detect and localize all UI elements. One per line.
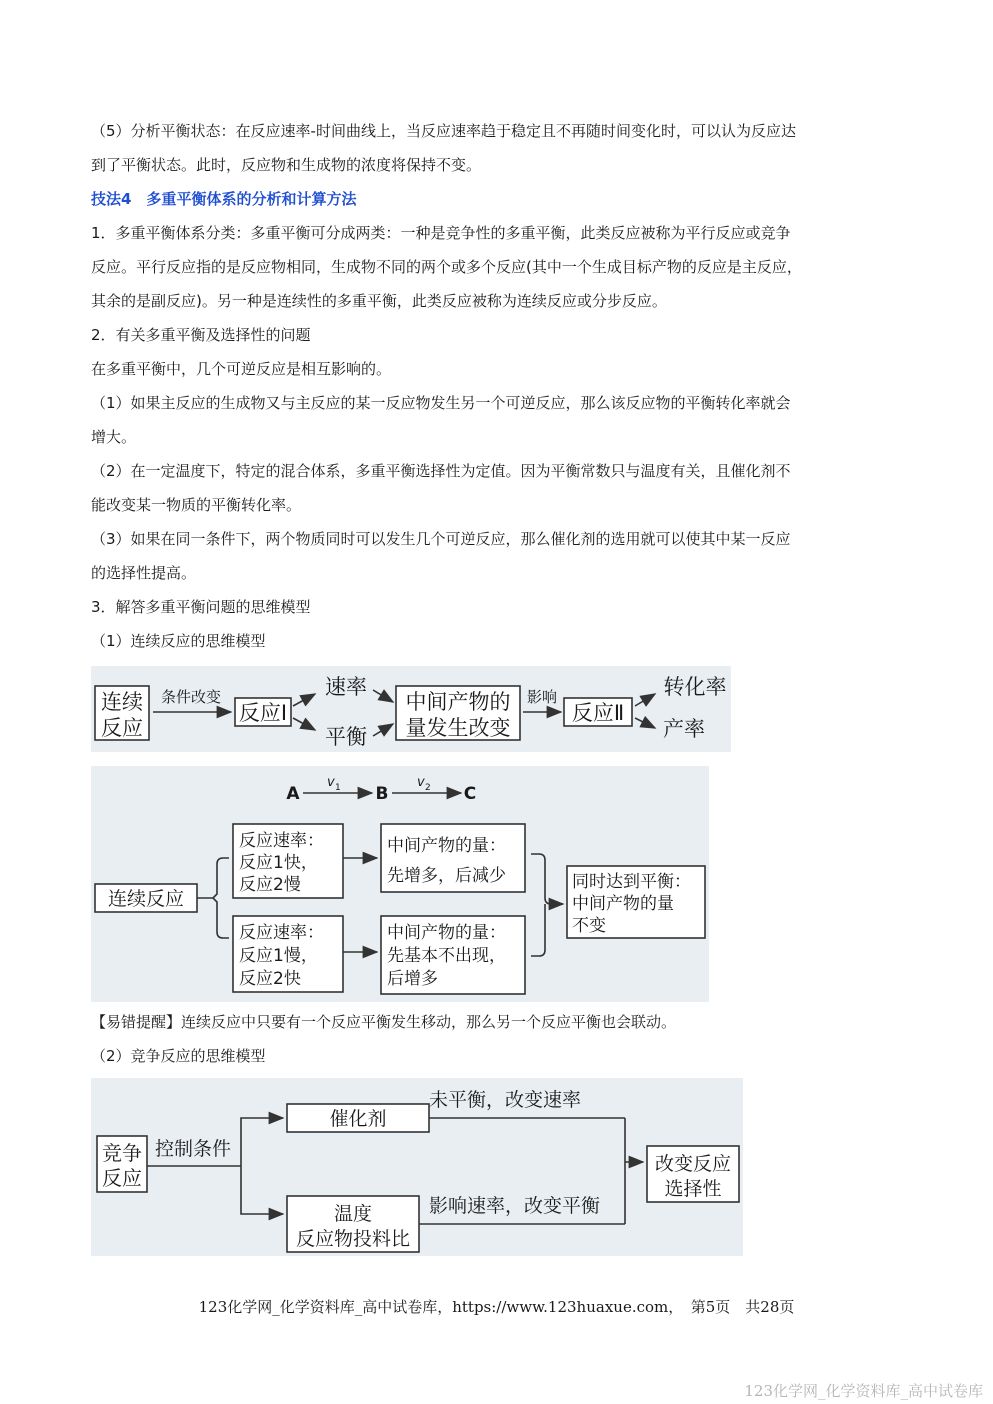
d2-top-rate-3: 反应2慢	[239, 875, 301, 895]
d2-bot-mid-3: 后增多	[387, 969, 438, 989]
d1-reaction1: 反应Ⅰ	[238, 701, 288, 725]
continuous-reaction-flow-diagram	[91, 666, 731, 752]
d1-arrow2-label: 影响	[526, 688, 558, 706]
d1-start-1: 连续	[101, 690, 143, 714]
d3-top-note: 未平衡，改变速率	[429, 1089, 582, 1111]
section-heading: 技法4 多重平衡体系的分析和计算方法	[91, 190, 357, 208]
d2-bot-rate-3: 反应2快	[239, 969, 301, 989]
s2-intro: 在多重平衡中，几个可逆反应是相互影响的。	[91, 360, 392, 378]
d2-top-mid-1: 中间产物的量：	[387, 836, 506, 856]
s2-3-line2: 的选择性提高。	[91, 564, 197, 582]
d3-arrow-temp	[241, 1166, 283, 1214]
d2-result-3: 不变	[572, 916, 606, 936]
d1-reaction2: 反应Ⅱ	[571, 701, 625, 725]
d3-arrow-catalyst	[241, 1118, 283, 1166]
s3-2-title: （2）竞争反应的思维模型	[91, 1047, 266, 1065]
d2-root: 连续反应	[107, 888, 185, 910]
s1-line2: 反应。平行反应指的是反应物相同，生成物不同的两个或多个反应(其中一个生成目标产物的反应是主反应，	[91, 258, 802, 276]
d2-result-2: 中间产物的量	[572, 894, 674, 914]
d1-middle-2: 量发生改变	[405, 716, 511, 740]
d2-v1: v	[327, 775, 335, 790]
d1-arrow-down	[293, 718, 315, 730]
d1-arrow-in-up	[373, 690, 393, 702]
s2-title: 2．有关多重平衡及选择性的问题	[91, 326, 311, 344]
d2-bot-mid-2: 先基本不出现，	[387, 946, 506, 966]
d1-start-2: 反应	[101, 716, 143, 740]
d3-temp-2: 反应物投料比	[295, 1228, 411, 1250]
s2-2-line2: 能改变某一物质的平衡转化率。	[91, 496, 302, 514]
d1-rate: 速率	[325, 675, 367, 699]
d2-top-rate-2: 反应1快，	[239, 853, 318, 873]
d3-catalyst: 催化剂	[329, 1108, 387, 1130]
d2-v2: v	[417, 775, 425, 790]
para-5-line1: （5）分析平衡状态：在反应速率-时间曲线上，当反应速率趋于稳定且不再随时间变化时，可以认为反应达	[91, 122, 796, 140]
d1-middle-1: 中间产物的	[405, 690, 511, 714]
watermark: 123化学网_化学资料库_高中试卷库	[744, 1382, 983, 1400]
d2-A: A	[286, 784, 300, 804]
d2-B: B	[375, 784, 389, 804]
d2-result-1: 同时达到平衡：	[572, 872, 691, 892]
s1-line3: 其余的是副反应)。另一种是连续性的多重平衡，此类反应被称为连续反应或分步反应。	[91, 292, 667, 310]
d2-C: C	[463, 784, 477, 804]
d1-arrow-yield	[635, 718, 655, 728]
d1-equilibrium: 平衡	[325, 725, 367, 749]
d1-arrow1-label: 条件改变	[160, 688, 222, 706]
d2-top-mid-2: 先增多，后减少	[387, 866, 506, 886]
s2-1-line2: 增大。	[91, 428, 137, 446]
d1-arrow-conv	[635, 694, 655, 706]
d3-start-1: 竞争	[102, 1141, 142, 1165]
d3-control: 控制条件	[155, 1138, 232, 1160]
d3-start-2: 反应	[102, 1166, 142, 1190]
d2-brace-up	[197, 858, 229, 898]
d2-brace-down	[213, 898, 229, 938]
d1-yield: 产率	[663, 717, 705, 741]
d2-bot-mid-1: 中间产物的量：	[387, 923, 506, 943]
d2-top-rate-1: 反应速率：	[239, 831, 324, 851]
continuous-reaction-model-diagram	[91, 766, 709, 1002]
s3-title: 3．解答多重平衡问题的思维模型	[91, 598, 311, 616]
d3-result-2: 选择性	[664, 1178, 722, 1200]
s2-2-line1: （2）在一定温度下，特定的混合体系，多重平衡选择性为定值。因为平衡常数只与温度有关，且催化剂不	[91, 462, 791, 480]
s3-1-title: （1）连续反应的思维模型	[91, 632, 266, 650]
s2-1-line1: （1）如果主反应的生成物又与主反应的某一反应物发生另一个可逆反应，那么该反应物的平衡转化率就会	[91, 394, 791, 412]
d3-temp-1: 温度	[333, 1203, 373, 1225]
d2-bot-rate-2: 反应1慢，	[239, 946, 318, 966]
d2-merge-brace	[531, 854, 551, 956]
d2-bot-rate-1: 反应速率：	[239, 923, 324, 943]
d1-conversion: 转化率	[663, 675, 727, 699]
d1-arrow-up	[293, 694, 315, 706]
d2-v1-sub: 1	[335, 783, 341, 793]
d2-v2-sub: 2	[425, 783, 431, 793]
para-5-line2: 到了平衡状态。此时，反应物和生成物的浓度将保持不变。	[91, 156, 482, 174]
competitive-reaction-model-diagram	[91, 1078, 743, 1256]
d1-arrow-in-down	[373, 724, 393, 736]
s1-line1: 1．多重平衡体系分类：多重平衡可分成两类：一种是竞争性的多重平衡，此类反应被称为平行反应或竞争	[91, 224, 791, 242]
d3-bot-note: 影响速率，改变平衡	[429, 1195, 601, 1217]
page-footer: 123化学网_化学资料库_高中试卷库，https://www.123huaxue.com， 第5页 共28页	[198, 1298, 795, 1316]
d3-result-1: 改变反应	[654, 1153, 732, 1175]
tip: 【易错提醒】连续反应中只要有一个反应平衡发生移动，那么另一个反应平衡也会联动。	[91, 1013, 677, 1031]
s2-3-line1: （3）如果在同一条件下，两个物质同时可以发生几个可逆反应，那么催化剂的选用就可以使其中某一反应	[91, 530, 791, 548]
